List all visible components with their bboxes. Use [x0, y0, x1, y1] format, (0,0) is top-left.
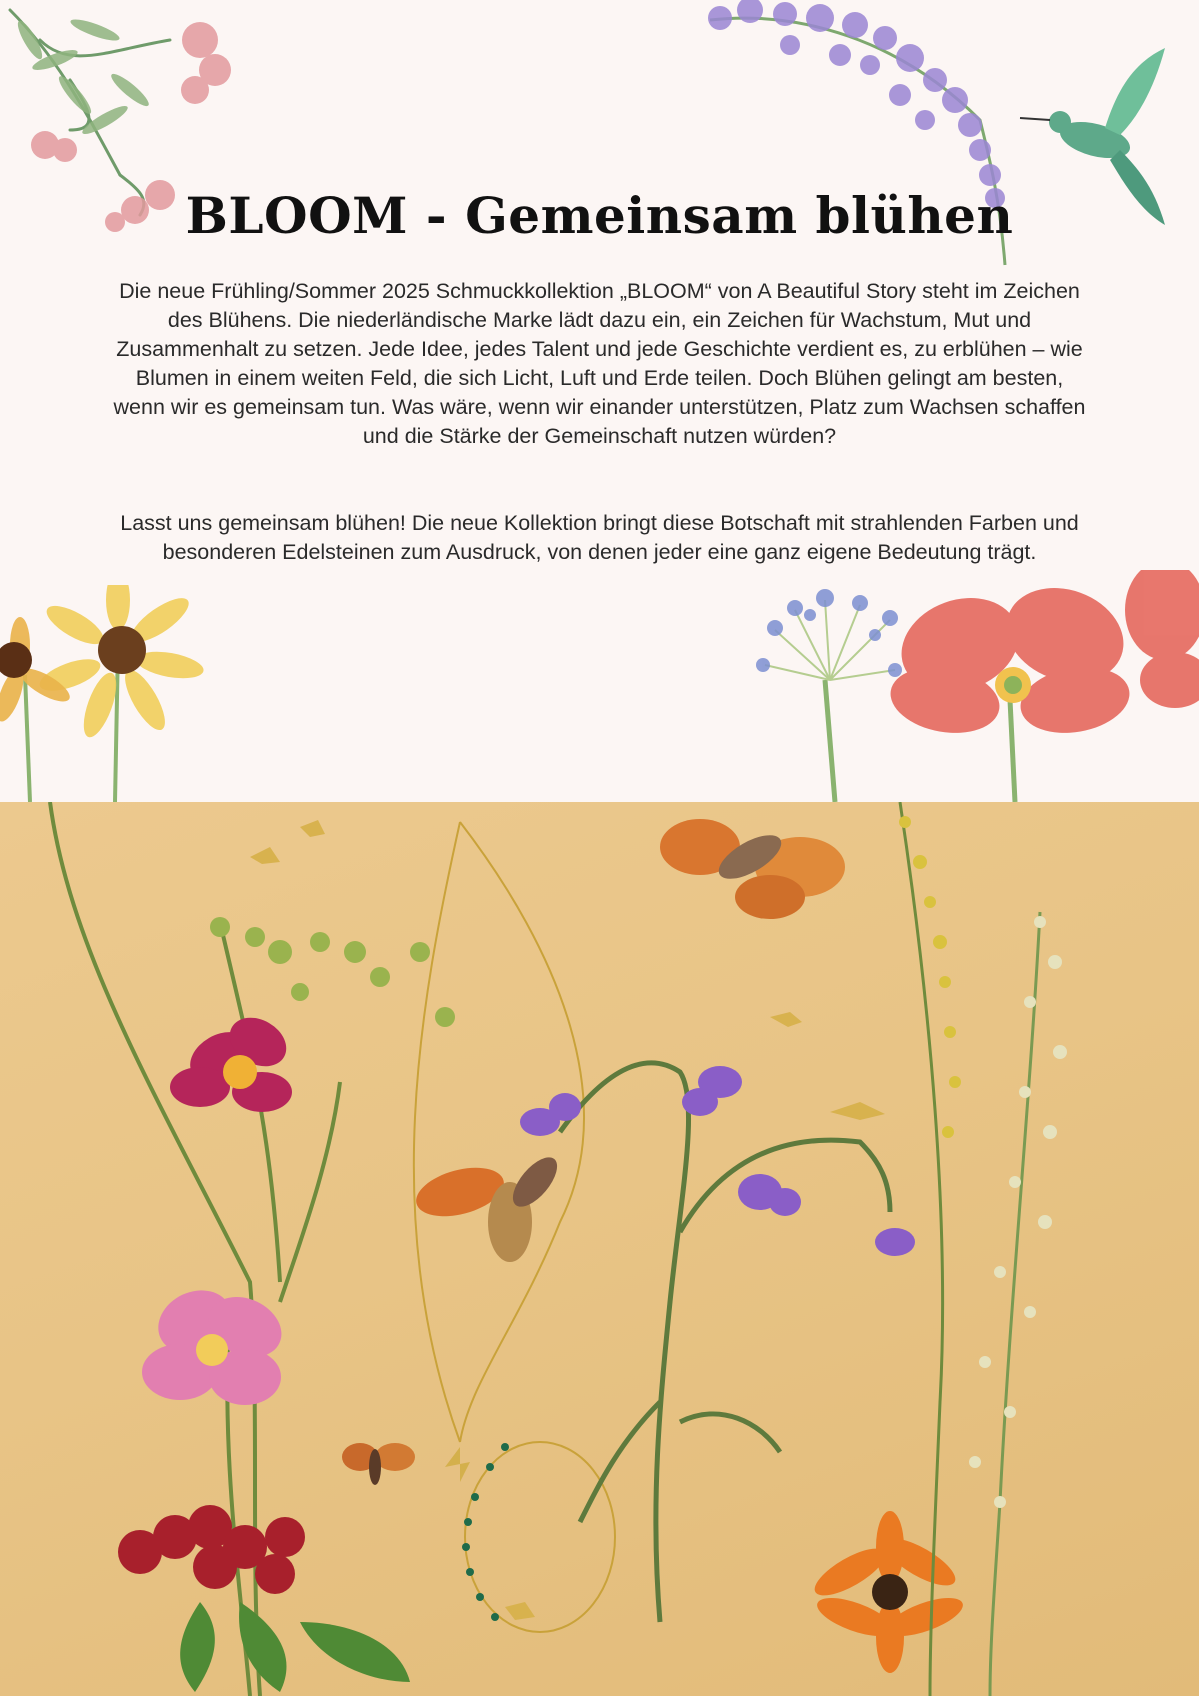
agapanthus-poppy-illustration: [745, 570, 1199, 802]
product-photo: [0, 802, 1199, 1696]
flat-lay-illustration: [0, 802, 1199, 1696]
page-title: BLOOM - Gemeinsam blühen: [185, 186, 1014, 245]
rudbeckia-illustration: [0, 585, 230, 802]
intro-paragraph: Die neue Frühling/Sommer 2025 Schmuckkollektion „BLOOM“ von A Beautiful Story steht im Zeichen des Blühens. Die niederländische Marke lädt dazu ein, ein Zeichen für Wachstum, Mut und Zusammenhalt zu setzen. Jede Idee, jedes Talent und jede Geschichte verdient es, zu erblühen – wie Blumen in einem weiten Feld, die sich Licht, Luft und Erde teilen. Doch Blühen gelingt am besten, wenn wir es gemeinsam tun. Was wäre, wenn wir einander unterstützen, Platz zum Wachsen schaffen und die Stärke der Gemeinschaft nutzen würden?: [113, 279, 1086, 448]
closing-paragraph: Lasst uns gemeinsam blühen! Die neue Kollektion bringt diese Botschaft mit strahlenden Farben und besonderen Edelsteinen zum Ausdruck, von denen jeder eine ganz eigene Bedeutung trägt.: [120, 511, 1079, 564]
header-section: [0, 0, 1199, 802]
